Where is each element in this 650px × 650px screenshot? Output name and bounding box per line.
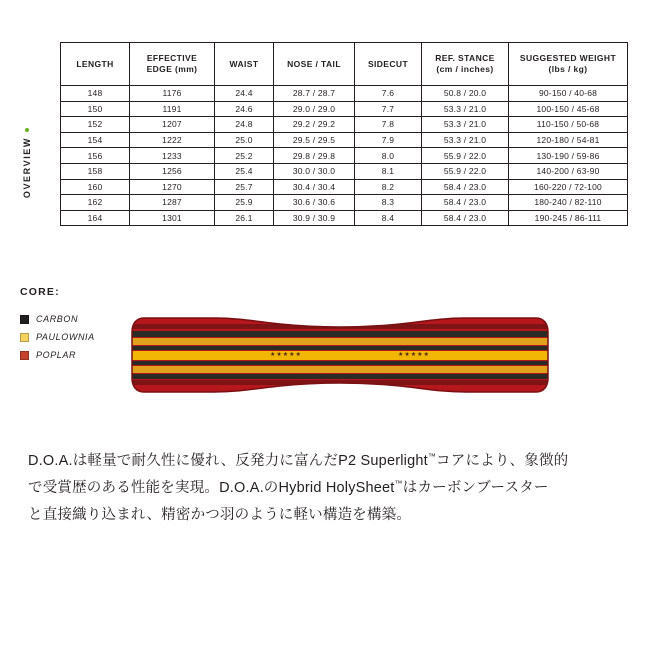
- column-header-ref-stance: [422, 43, 509, 86]
- cell-effective-edge: 1301: [130, 210, 215, 226]
- cell-waist: 25.7: [215, 179, 274, 195]
- header-line-1: SIDECUT: [367, 58, 409, 69]
- cell-nose-tail: 29.5 / 29.5: [274, 132, 355, 148]
- cell-sidecut: 7.6: [355, 86, 422, 102]
- cell-ref-stance: 58.4 / 23.0: [422, 179, 509, 195]
- cell-nose-tail: 30.0 / 30.0: [274, 163, 355, 179]
- trademark-symbol: ™: [427, 452, 437, 462]
- cell-waist: 24.4: [215, 86, 274, 102]
- header-line-1: SUGGESTED WEIGHT: [519, 53, 617, 64]
- cell-sidecut: 8.4: [355, 210, 422, 226]
- section-label-overview: [22, 128, 32, 198]
- legend-label: POPLAR: [36, 350, 77, 360]
- cell-effective-edge: 1222: [130, 132, 215, 148]
- cell-sidecut: 8.0: [355, 148, 422, 164]
- cell-nose-tail: 28.7 / 28.7: [274, 86, 355, 102]
- column-header-effective-edge: [130, 43, 215, 86]
- spec-table-container: [60, 42, 620, 226]
- cell-suggested-weight: 190-245 / 86-111: [509, 210, 628, 226]
- snowboard-svg: [130, 300, 550, 410]
- cell-effective-edge: 1256: [130, 163, 215, 179]
- cell-length: 148: [61, 86, 130, 102]
- table-row: [61, 195, 628, 211]
- header-line-2: (cm / inches): [436, 64, 494, 74]
- column-header-waist: [215, 43, 274, 86]
- swatch-carbon-icon: [20, 315, 29, 324]
- trademark-symbol: ™: [394, 478, 403, 488]
- cell-effective-edge: 1287: [130, 195, 215, 211]
- legend-label: PAULOWNIA: [36, 332, 95, 342]
- spec-table-body: [61, 86, 628, 226]
- desc-text-2b: はカーボンブースター: [402, 479, 549, 496]
- product-description: [28, 448, 628, 528]
- swatch-poplar-icon: [20, 351, 29, 360]
- cell-suggested-weight: 140-200 / 63-90: [509, 163, 628, 179]
- header-line-2: (lbs / kg): [548, 64, 588, 74]
- cell-ref-stance: 58.4 / 23.0: [422, 195, 509, 211]
- cell-suggested-weight: 160-220 / 72-100: [509, 179, 628, 195]
- swatch-paulownia-icon: [20, 333, 29, 342]
- cell-waist: 25.9: [215, 195, 274, 211]
- cell-length: 158: [61, 163, 130, 179]
- header-line-1: NOSE / TAIL: [287, 58, 341, 69]
- board-graphic-text-left: ★★★★★: [270, 352, 302, 358]
- cell-ref-stance: 53.3 / 21.0: [422, 117, 509, 133]
- spec-table: [60, 42, 628, 226]
- cell-length: 152: [61, 117, 130, 133]
- cell-waist: 24.6: [215, 101, 274, 117]
- column-header-sidecut: [355, 43, 422, 86]
- cell-effective-edge: 1233: [130, 148, 215, 164]
- spec-table-head: [61, 43, 628, 86]
- header-line-1: EFFECTIVE: [146, 53, 198, 64]
- table-row: [61, 86, 628, 102]
- header-line-1: LENGTH: [76, 58, 114, 69]
- table-row: [61, 117, 628, 133]
- cell-sidecut: 8.2: [355, 179, 422, 195]
- cell-waist: 26.1: [215, 210, 274, 226]
- core-legend-title: CORE:: [20, 286, 60, 298]
- cell-sidecut: 7.9: [355, 132, 422, 148]
- cell-effective-edge: 1176: [130, 86, 215, 102]
- header-line-2: EDGE (mm): [146, 64, 198, 74]
- cell-nose-tail: 30.9 / 30.9: [274, 210, 355, 226]
- header-line-1: WAIST: [229, 58, 259, 69]
- description-line-1: [28, 448, 628, 475]
- cell-length: 154: [61, 132, 130, 148]
- table-row: [61, 132, 628, 148]
- cell-suggested-weight: 180-240 / 82-110: [509, 195, 628, 211]
- cell-nose-tail: 29.8 / 29.8: [274, 148, 355, 164]
- table-row: [61, 163, 628, 179]
- cell-sidecut: 7.7: [355, 101, 422, 117]
- cell-sidecut: 7.8: [355, 117, 422, 133]
- column-header-length: [61, 43, 130, 86]
- table-row: [61, 179, 628, 195]
- cell-waist: 25.2: [215, 148, 274, 164]
- cell-ref-stance: 55.9 / 22.0: [422, 163, 509, 179]
- description-line-3: と直接織り込まれ、精密かつ羽のように軽い構造を構築。: [28, 506, 412, 523]
- cell-suggested-weight: 120-180 / 54-81: [509, 132, 628, 148]
- cell-suggested-weight: 100-150 / 45-68: [509, 101, 628, 117]
- board-graphic-text-right: ★★★★★: [398, 352, 430, 358]
- cell-nose-tail: 29.2 / 29.2: [274, 117, 355, 133]
- cell-nose-tail: 29.0 / 29.0: [274, 101, 355, 117]
- cell-length: 164: [61, 210, 130, 226]
- board-base: [130, 300, 550, 410]
- cell-waist: 25.0: [215, 132, 274, 148]
- table-row: [61, 101, 628, 117]
- cell-waist: 25.4: [215, 163, 274, 179]
- snowboard-graphic: [130, 300, 550, 410]
- table-row: [61, 210, 628, 226]
- cell-length: 156: [61, 148, 130, 164]
- cell-effective-edge: 1191: [130, 101, 215, 117]
- cell-ref-stance: 55.9 / 22.0: [422, 148, 509, 164]
- table-row: [61, 148, 628, 164]
- cell-effective-edge: 1207: [130, 117, 215, 133]
- cell-nose-tail: 30.6 / 30.6: [274, 195, 355, 211]
- cell-nose-tail: 30.4 / 30.4: [274, 179, 355, 195]
- cell-length: 162: [61, 195, 130, 211]
- cell-sidecut: 8.3: [355, 195, 422, 211]
- description-line-2: [28, 475, 628, 502]
- desc-text-1: D.O.A.は軽量で耐久性に優れ、反発力に富んだP2 Superlight: [28, 453, 428, 469]
- cell-length: 150: [61, 101, 130, 117]
- table-header-row: [61, 43, 628, 86]
- cell-sidecut: 8.1: [355, 163, 422, 179]
- cell-ref-stance: 53.3 / 21.0: [422, 101, 509, 117]
- column-header-nose-tail: [274, 43, 355, 86]
- section-label-text: OVERVIEW: [22, 137, 32, 199]
- cell-suggested-weight: 110-150 / 50-68: [509, 117, 628, 133]
- bullet-dot-icon: [25, 128, 29, 132]
- cell-ref-stance: 58.4 / 23.0: [422, 210, 509, 226]
- cell-waist: 24.8: [215, 117, 274, 133]
- cell-ref-stance: 50.8 / 20.0: [422, 86, 509, 102]
- cell-effective-edge: 1270: [130, 179, 215, 195]
- cell-length: 160: [61, 179, 130, 195]
- desc-text-1b: コアにより、象徴的: [436, 453, 569, 469]
- cell-suggested-weight: 90-150 / 40-68: [509, 86, 628, 102]
- cell-ref-stance: 53.3 / 21.0: [422, 132, 509, 148]
- column-header-suggested-weight: [509, 43, 628, 86]
- legend-label: CARBON: [36, 314, 79, 324]
- desc-text-2: で受賞歴のある性能を実現。D.O.A.のHybrid HolySheet: [28, 479, 395, 496]
- cell-suggested-weight: 130-190 / 59-86: [509, 148, 628, 164]
- header-line-1: REF. STANCE: [435, 53, 495, 64]
